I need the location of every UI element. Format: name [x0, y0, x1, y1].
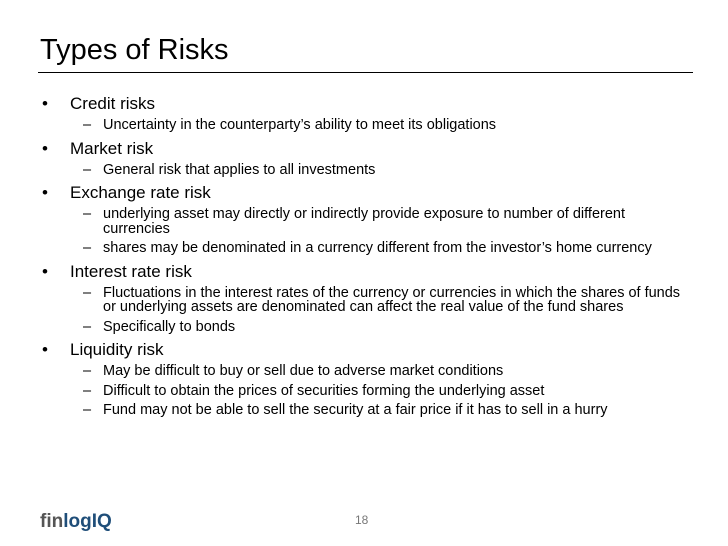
bullet-marker: •	[42, 261, 48, 281]
sub-list	[70, 207, 728, 256]
bullet-marker: •	[42, 138, 48, 158]
sub-dash: –	[83, 117, 92, 133]
bullet-item-market-risk	[0, 138, 728, 178]
bullet-label: Market risk	[70, 138, 154, 158]
bullet-list	[0, 93, 728, 423]
bullet-marker: •	[42, 94, 48, 113]
sub-item	[70, 364, 728, 379]
sub-dash: –	[83, 206, 92, 222]
bullet-label: Credit risks	[70, 94, 156, 113]
bullet-marker: •	[42, 183, 48, 202]
sub-item	[70, 403, 728, 418]
finlogiq-logo	[40, 510, 112, 534]
bullet-label: Interest rate risk	[70, 261, 192, 281]
sub-text: Uncertainty in the counterparty’s ability to meet its obligations	[103, 117, 497, 133]
sub-list	[70, 163, 728, 178]
sub-list	[70, 286, 728, 335]
sub-text: Difficult to obtain the prices of securities forming the underlying asset	[103, 382, 545, 399]
sub-item	[70, 286, 728, 315]
logo-part-fin: fin	[40, 511, 64, 532]
title-underline	[38, 72, 693, 73]
sub-item	[70, 320, 728, 335]
bullet-label: Liquidity risk	[70, 340, 164, 359]
page-number: 18	[355, 513, 369, 527]
sub-text: underlying asset may directly or indirectly provide exposure to number of different currencies	[103, 206, 625, 237]
sub-item	[70, 241, 728, 256]
sub-text: Fluctuations in the interest rates of the currency or currencies in which the shares of funds or underlying assets are denominated can affect the real value of the fund shares	[103, 284, 681, 315]
sub-item	[70, 163, 728, 178]
bullet-item-interest-rate-risk	[0, 261, 728, 335]
bullet-item-credit-risks	[0, 93, 728, 133]
sub-list	[70, 364, 728, 418]
sub-text: Specifically to bonds	[103, 318, 236, 335]
sub-dash: –	[83, 382, 92, 399]
slide-title: Types of Risks	[40, 34, 229, 66]
sub-list	[70, 118, 728, 133]
logo-part-log: log	[63, 511, 92, 532]
sub-dash: –	[83, 363, 92, 379]
sub-item	[70, 118, 728, 133]
sub-text: Fund may not be able to sell the security at a fair price if it has to sell in a hurry	[103, 402, 608, 418]
sub-dash: –	[83, 284, 92, 301]
sub-dash: –	[83, 318, 92, 335]
sub-text: shares may be denominated in a currency different from the investor’s home currency	[103, 240, 652, 256]
bullet-item-liquidity-risk	[0, 339, 728, 418]
sub-dash: –	[83, 161, 92, 178]
sub-dash: –	[83, 240, 92, 256]
sub-text: General risk that applies to all investments	[103, 161, 376, 178]
sub-item	[70, 384, 728, 399]
bullet-item-exchange-rate-risk	[0, 182, 728, 256]
logo-part-iq: IQ	[91, 511, 112, 532]
sub-text: May be difficult to buy or sell due to adverse market conditions	[103, 363, 504, 379]
sub-dash: –	[83, 402, 92, 418]
sub-item	[70, 207, 728, 236]
bullet-label: Exchange rate risk	[70, 183, 211, 202]
bullet-marker: •	[42, 340, 48, 359]
